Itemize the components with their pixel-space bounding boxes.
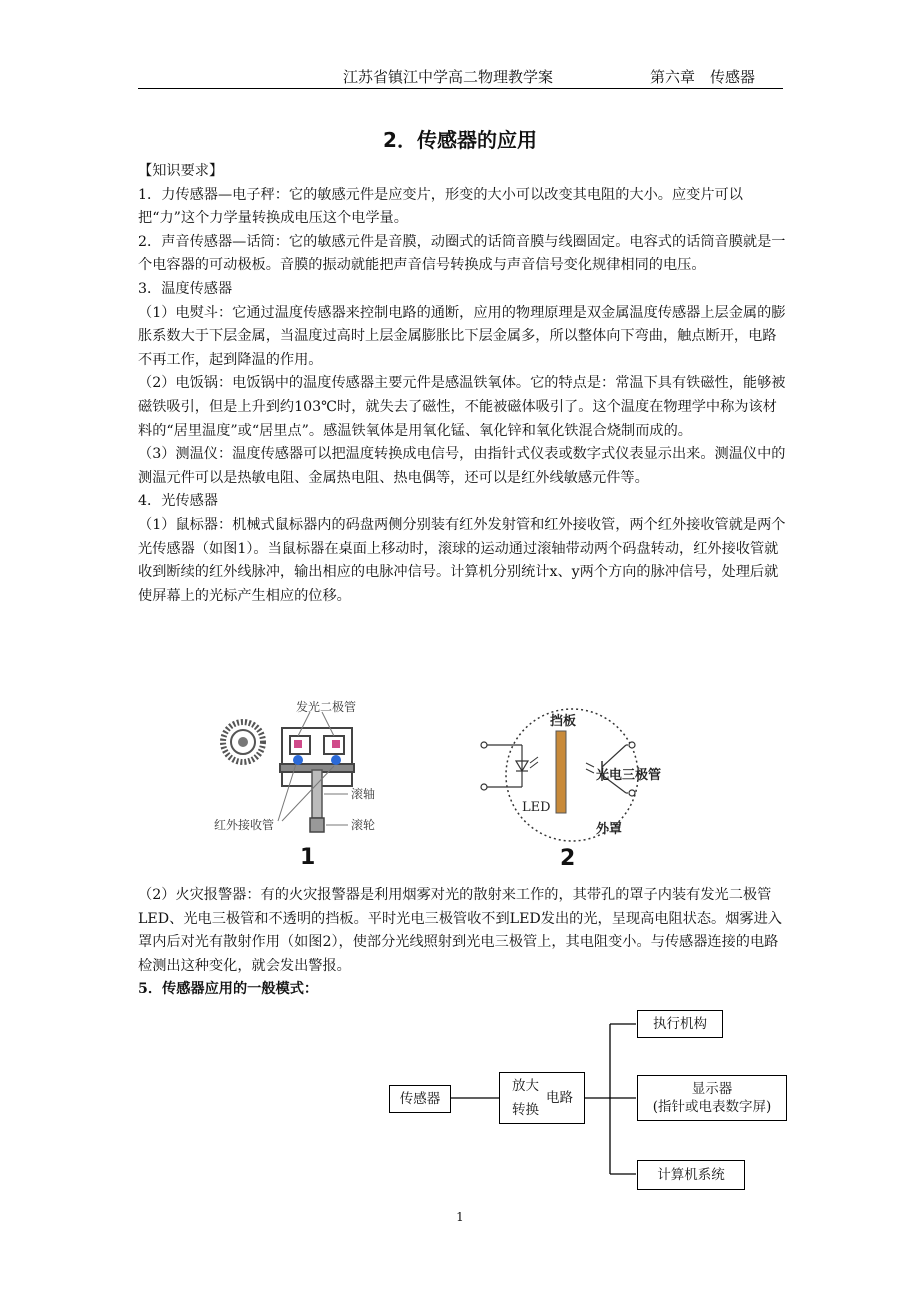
figure-1-number: 1	[300, 845, 316, 870]
ir-receiver-left	[293, 755, 303, 765]
para-thermometer: （3）测温仪：温度传感器可以把温度转换成电信号，由指针式仪表或数字式仪表显示出来。测温仪中的测温元件可以是热敏电阻、金属热电阻、热电偶等，还可以是红外线敏感元件等。	[138, 446, 786, 486]
display-text-1: 显示器	[691, 1081, 733, 1097]
amp-text-2: 转换	[512, 1102, 539, 1118]
body-text-bottom	[138, 884, 788, 1002]
heading-light-sensor: 4．光传感器	[138, 493, 218, 510]
ir-emitter-left	[294, 740, 302, 748]
flow-box-executor: 执行机构	[637, 1010, 723, 1038]
para-rice-cooker: （2）电饭锅：电饭锅中的温度传感器主要元件是感温铁氧体。它的特点是：常温下具有铁磁性，能够被磁铁吸引，但是上升到约103℃时，就失去了磁性，不能被磁体吸引了。这个温度在物理学中称为该材料的“居里温度”或“居里点”。感温铁氧体是用氧化锰、氧化锌和氧化铁混合烧制而成的。	[138, 375, 786, 439]
axle-shaft	[312, 770, 322, 818]
section-knowledge: 【知识要求】	[138, 163, 224, 179]
label-board: 挡板	[550, 714, 577, 729]
heading-general-mode: 5．传感器应用的一般模式：	[138, 981, 319, 998]
figure-1-mouse-encoder	[210, 698, 410, 870]
label-cover: 外罩	[596, 822, 623, 837]
label-transistor: 光电三极管	[596, 768, 662, 783]
led-diode-icon	[516, 757, 538, 771]
ir-emitter-right	[332, 740, 340, 748]
label-diode: 发光二极管	[296, 700, 357, 714]
barrier-board	[556, 731, 566, 813]
page-title: 2．传感器的应用	[383, 128, 537, 152]
flow-box-computer: 计算机系统	[637, 1160, 745, 1190]
encoder-disc	[223, 722, 263, 762]
header-school: 江苏省镇江中学高二物理教学案	[343, 68, 554, 86]
page-number: 1	[456, 1210, 464, 1224]
label-receiver: 红外接收管	[214, 818, 275, 832]
amp-text-1: 放大	[512, 1078, 539, 1094]
para-iron: （1）电熨斗：它通过温度传感器来控制电路的通断，应用的物理原理是双金属温度传感器上层金属的膨胀系数大于下层金属，当温度过高时上层金属膨胀比下层金属多，所以整体向下弯曲，触点断开，电路不再工作，起到降温的作用。	[138, 304, 786, 368]
display-text-2: (指针或电表数字屏)	[652, 1099, 772, 1115]
label-led: LED	[522, 800, 551, 815]
flow-box-display	[637, 1075, 787, 1121]
label-wheel: 滚轮	[351, 818, 376, 832]
ir-receiver-right	[331, 755, 341, 765]
para-sound-sensor: 2．声音传感器—话筒：它的敏感元件是音膜，动圈式的话筒音膜与线圈固定。电容式的话筒音膜就是一个电容器的可动极板。音膜的振动就能把声音信号转换成与声音信号变化规律相同的电压。	[138, 233, 786, 274]
page-header	[138, 66, 783, 89]
flow-box-sensor: 传感器	[389, 1085, 451, 1113]
para-mouse: （1）鼠标器：机械式鼠标器内的码盘两侧分别装有红外发射管和红外接收管，两个红外接收管就是两个光传感器（如图1）。当鼠标器在桌面上移动时，滚球的运动通过滚轴带动两个码盘转动，红外接收管就收到断续的红外线脉冲，输出相应的电脉冲信号。计算机分别统计x、y两个方向的脉冲信号，处理后就使屏幕上的光标产生相应的位移。	[138, 516, 786, 604]
figure-2-number: 2	[560, 846, 576, 870]
flow-box-amplifier	[499, 1072, 585, 1124]
heading-temp-sensor: 3．温度传感器	[138, 280, 233, 297]
body-text-top	[138, 160, 788, 608]
header-chapter: 第六章 传感器	[650, 68, 756, 86]
amp-text-right: 电路	[546, 1090, 573, 1106]
para-fire-alarm: （2）火灾报警器：有的火灾报警器是利用烟雾对光的散射来工作的，其带孔的罩子内装有发光二极管LED、光电三极管和不透明的挡板。平时光电三极管收不到LED发出的光，呈现高电阻状态。烟雾进入罩内后对光有散射作用（如图2），使部分光线照射到光电三极管上，其电阻变小。与传感器连接的电路检测出这种变化，就会发出警报。	[138, 887, 782, 974]
roller-wheel	[310, 818, 324, 832]
para-force-sensor: 1．力传感器—电子秤：它的敏感元件是应变片，形变的大小可以改变其电阻的大小。应变片可以把“力”这个力学量转换成电压这个电学量。	[138, 186, 743, 227]
label-axle: 滚轴	[351, 787, 376, 801]
figure-2-smoke-detector	[476, 705, 666, 870]
